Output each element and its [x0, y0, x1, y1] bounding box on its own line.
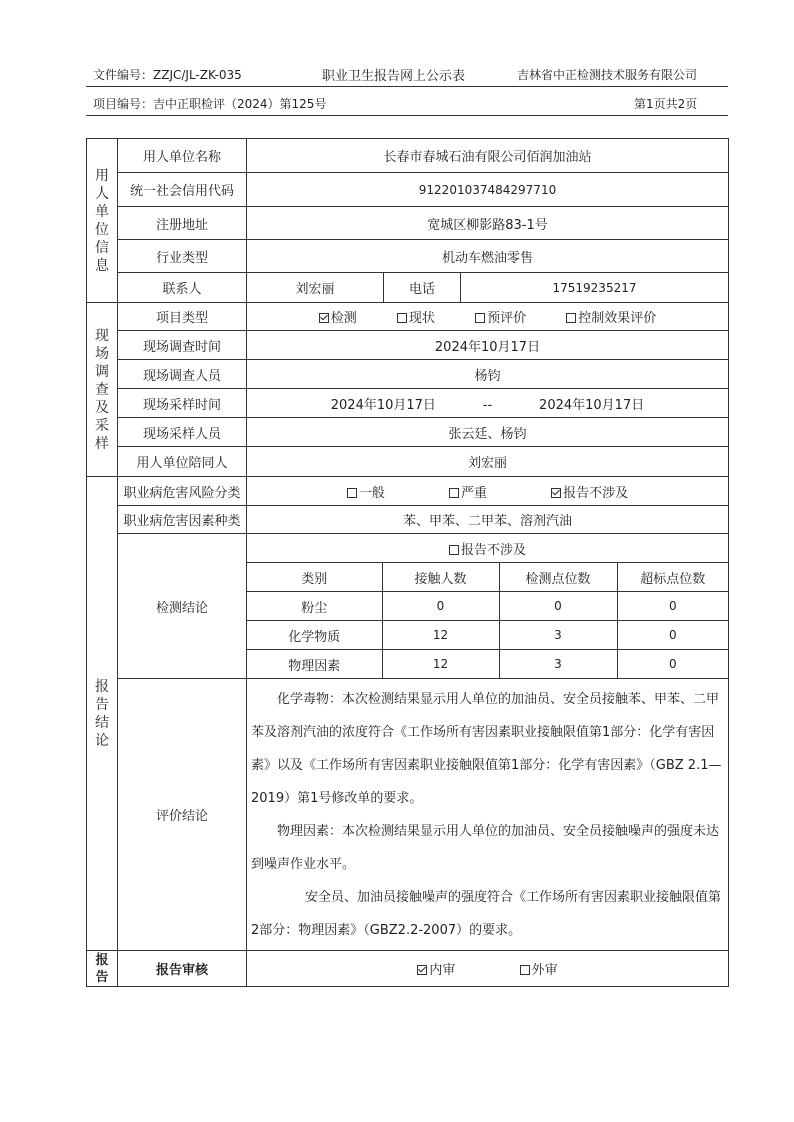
column-header: 超标点位数 — [617, 563, 728, 592]
project-type-label: 项目类型 — [118, 303, 247, 331]
table-cell: 物理因素 — [247, 650, 382, 679]
project-type-options — [247, 303, 729, 331]
disclosure-table — [86, 138, 729, 987]
evaluation-conclusion — [247, 679, 729, 951]
checkbox-checked-icon[interactable] — [551, 488, 561, 498]
option-general[interactable]: 一般 — [347, 482, 385, 501]
contact-name: 刘宏丽 — [247, 273, 384, 303]
checkbox-icon[interactable] — [449, 488, 459, 498]
table-cell: 3 — [499, 621, 617, 650]
checkbox-icon[interactable] — [566, 313, 576, 323]
option-testing[interactable]: 检测 — [319, 307, 357, 326]
column-header: 接触人数 — [382, 563, 499, 592]
sampling-time-label: 现场采样时间 — [118, 389, 247, 418]
section-report-review: 报 告 — [87, 951, 118, 987]
survey-staff: 杨钧 — [247, 360, 729, 389]
address-label: 注册地址 — [118, 207, 247, 240]
table-cell: 0 — [617, 650, 728, 679]
checkbox-icon[interactable] — [347, 488, 357, 498]
option-control-effect[interactable]: 控制效果评价 — [566, 307, 656, 326]
file-number: 文件编号：ZZJC/JL-ZK-035 — [93, 68, 242, 82]
table-cell: 0 — [499, 592, 617, 621]
header-rule-bottom — [86, 115, 728, 116]
table-cell: 3 — [499, 650, 617, 679]
sampling-staff: 张云廷、杨钧 — [247, 418, 729, 447]
document-title: 职业卫生报告网上公示表 — [322, 69, 466, 84]
table-row — [247, 621, 728, 650]
page-number: 第1页共2页 — [634, 97, 698, 111]
table-cell: 0 — [617, 592, 728, 621]
evaluation-noise: 安全员、加油员接触噪声的强度符合《工作场所有害因素职业接触限值第2部分：物理因素》（GBZ2.2-2007）的要求。 — [251, 889, 722, 938]
checkbox-icon[interactable] — [449, 545, 459, 555]
column-header: 类别 — [247, 563, 382, 592]
survey-time: 2024年10月17日 — [247, 331, 729, 360]
option-status[interactable]: 现状 — [397, 307, 435, 326]
credit-code-label: 统一社会信用代码 — [118, 173, 247, 207]
phone-number: 17519235217 — [461, 273, 729, 303]
industry: 机动车燃油零售 — [247, 240, 729, 273]
factors: 苯、甲苯、二甲苯、溶剂汽油 — [247, 506, 729, 534]
section-report-conclusion: 报 告 结 论 — [87, 477, 118, 951]
escort-label: 用人单位陪同人 — [118, 447, 247, 477]
project-number: 项目编号：吉中正职检评（2024）第125号 — [93, 97, 327, 111]
report-review-label: 报告审核 — [118, 951, 247, 987]
industry-label: 行业类型 — [118, 240, 247, 273]
table-cell: 化学物质 — [247, 621, 382, 650]
report-review-options — [247, 951, 729, 987]
detection-table — [247, 534, 728, 678]
survey-time-label: 现场调查时间 — [118, 331, 247, 360]
company-name: 吉林省中正检测技术服务有限公司 — [517, 68, 698, 82]
table-cell: 粉尘 — [247, 592, 382, 621]
table-cell: 0 — [617, 621, 728, 650]
option-internal-review[interactable]: 内审 — [417, 959, 455, 978]
address: 宽城区柳影路83-1号 — [247, 207, 729, 240]
credit-code: 912201037484297710 — [247, 173, 729, 207]
section-survey-sampling: 现 场 调 查 及 采 样 — [87, 303, 118, 477]
risk-class-label: 职业病危害风险分类 — [118, 477, 247, 506]
column-header: 检测点位数 — [499, 563, 617, 592]
phone-label: 电话 — [384, 273, 461, 303]
option-external-review[interactable]: 外审 — [520, 959, 558, 978]
checkbox-checked-icon[interactable] — [417, 965, 427, 975]
sampling-staff-label: 现场采样人员 — [118, 418, 247, 447]
table-cell: 12 — [382, 650, 499, 679]
table-header-row — [247, 563, 728, 592]
employer-name-label: 用人单位名称 — [118, 139, 247, 173]
survey-staff-label: 现场调查人员 — [118, 360, 247, 389]
sampling-end: 2024年10月17日 — [539, 397, 645, 413]
evaluation-conclusion-label: 评价结论 — [118, 679, 247, 951]
contact-label: 联系人 — [118, 273, 247, 303]
detection-table-cell — [247, 534, 729, 679]
sampling-start: 2024年10月17日 — [330, 397, 436, 413]
detection-not-involved[interactable]: 报告不涉及 — [247, 534, 728, 563]
table-row — [247, 650, 728, 679]
factors-label: 职业病危害因素种类 — [118, 506, 247, 534]
risk-class-options — [247, 477, 729, 506]
evaluation-physical: 物理因素：本次检测结果显示用人单位的加油员、安全员接触噪声的强度未达到噪声作业水平。 — [251, 823, 720, 872]
checkbox-checked-icon[interactable] — [319, 313, 329, 323]
header-rule-top — [86, 86, 728, 87]
section-employer-info: 用 人 单 位 信 息 — [87, 139, 118, 303]
checkbox-icon[interactable] — [475, 313, 485, 323]
table-row — [247, 592, 728, 621]
option-not-involved[interactable]: 报告不涉及 — [551, 482, 628, 501]
sampling-time — [247, 389, 729, 418]
table-cell: 12 — [382, 621, 499, 650]
escort: 刘宏丽 — [247, 447, 729, 477]
option-severe[interactable]: 严重 — [449, 482, 487, 501]
employer-name: 长春市春城石油有限公司佰润加油站 — [247, 139, 729, 173]
checkbox-icon[interactable] — [397, 313, 407, 323]
option-pre-evaluation[interactable]: 预评价 — [475, 307, 526, 326]
evaluation-chemical: 化学毒物：本次检测结果显示用人单位的加油员、安全员接触苯、甲苯、二甲苯及溶剂汽油的浓度符合《工作场所有害因素职业接触限值第1部分：化学有害因素》以及《工作场所有害因素职业接触限值第1部分：化学有害因素》（GBZ 2.1—2019）第1号修改单的要求。 — [251, 691, 722, 806]
detection-conclusion-label: 检测结论 — [118, 534, 247, 679]
checkbox-icon[interactable] — [520, 965, 530, 975]
table-cell: 0 — [382, 592, 499, 621]
sampling-separator: -- — [482, 397, 493, 413]
